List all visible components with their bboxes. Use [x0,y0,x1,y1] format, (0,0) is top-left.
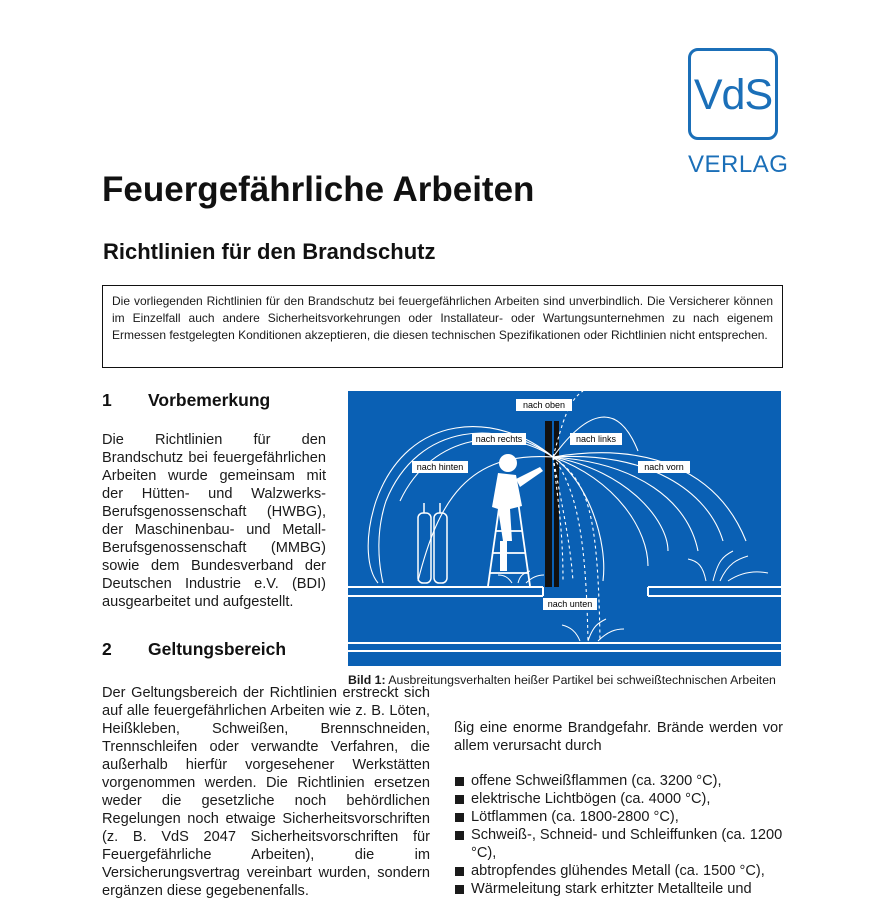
list-item: Lötflammen (ca. 1800-2800 °C), [454,808,783,826]
figure-background [348,391,781,666]
label-down: nach unten [547,599,593,609]
label-right: nach rechts [475,434,523,444]
label-back: nach hinten [416,462,464,472]
section-1-text: Die Richtlinien für den Brandschutz bei feuergefährlichen Arbeiten wurde gemeinsam mit der Hütten- und Walzwerks-Berufsgenossenschaft (HWBG), der Maschinenbau- und Metall-Berufsgenossenschaft (MMBG) sowie dem Bundesverband der Deutschen Industrie e.V. (BDI) ausgearbeitet und aufgestellt. [102,432,326,610]
label-up: nach oben [522,400,566,410]
figure-particle-spread [348,391,781,666]
ignition-sources-list [454,772,783,898]
label-front: nach vorn [644,462,684,472]
wall-post-1 [545,421,552,587]
list-item: abtropfendes glühendes Metall (ca. 1500 °C), [454,862,783,880]
section-2-paragraph: Der Geltungsbereich der Richtlinien erstreckt sich auf alle feuergefährlichen Arbeiten wie z. B. Löten, Heißkleben, Schweißen, Brennschneiden, Trennschleifen oder verwandte Verfahren, die außerhalb hierfür vorgesehener Werkstätten vorgenommen werden. Die Richtlinien ersetzen weder die gesetzliche noch behördlichen Regelungen noch etwaige Sicherheitsvorschriften (z. B. VdS 2047 Sicherheitsvorschriften für Feuergefährliche Arbeiten), die im Versicherungsvertrag vereinbart wurden, sondern ergänzen diese gegebenenfalls. [102,685,430,899]
list-item: Wärmeleitung stark erhitzter Metallteile und [454,880,783,898]
section-1-heading [102,390,270,411]
vds-logo [688,48,778,140]
figure-illustration [348,391,781,666]
wall-post-2 [554,421,559,587]
section-2-heading [102,639,286,660]
page-title: Feuergefährliche Arbeiten [102,170,535,209]
section-1-number: 1 [102,390,112,410]
section-1-title: Vorbemerkung [148,390,271,410]
page-subtitle: Richtlinien für den Brandschutz [103,239,436,264]
caption-text: Ausbreitungsverhalten heißer Partikel bei schweißtechnischen Arbeiten [388,673,776,687]
figure-caption [348,672,781,688]
logo-publisher: VERLAG [688,151,789,178]
disclaimer-box: Die vorliegenden Richtlinien für den Brandschutz bei feuergefährlichen Arbeiten sind unverbindlich. Die Versicherer können im Einzelfall auch andere Sicherheitsvorkehrungen oder Installateur- oder Wartungsunternehmen zu nach eigenem Ermessen festgelegten Konditionen akzeptieren, die diesen technischen Spezifikationen oder Richtlinien nicht entsprechen. [102,285,783,368]
caption-label: Bild 1: [348,673,386,687]
list-item: offene Schweißflammen (ca. 3200 °C), [454,772,783,790]
ignition-sources-list-wrap [454,772,783,897]
section-2-number: 2 [102,639,112,659]
section-2-text [102,684,430,899]
list-item: elektrische Lichtbögen (ca. 4000 °C), [454,790,783,808]
label-left: nach links [575,434,617,444]
list-item: Schweiß-, Schneid- und Schleiffunken (ca. 1200 °C), [454,826,783,862]
section-2-title: Geltungsbereich [148,639,287,659]
right-column-intro: ßig eine enorme Brandgefahr. Brände werden vor allem verursacht durch [454,720,783,754]
logo-text: VdS [693,71,773,119]
